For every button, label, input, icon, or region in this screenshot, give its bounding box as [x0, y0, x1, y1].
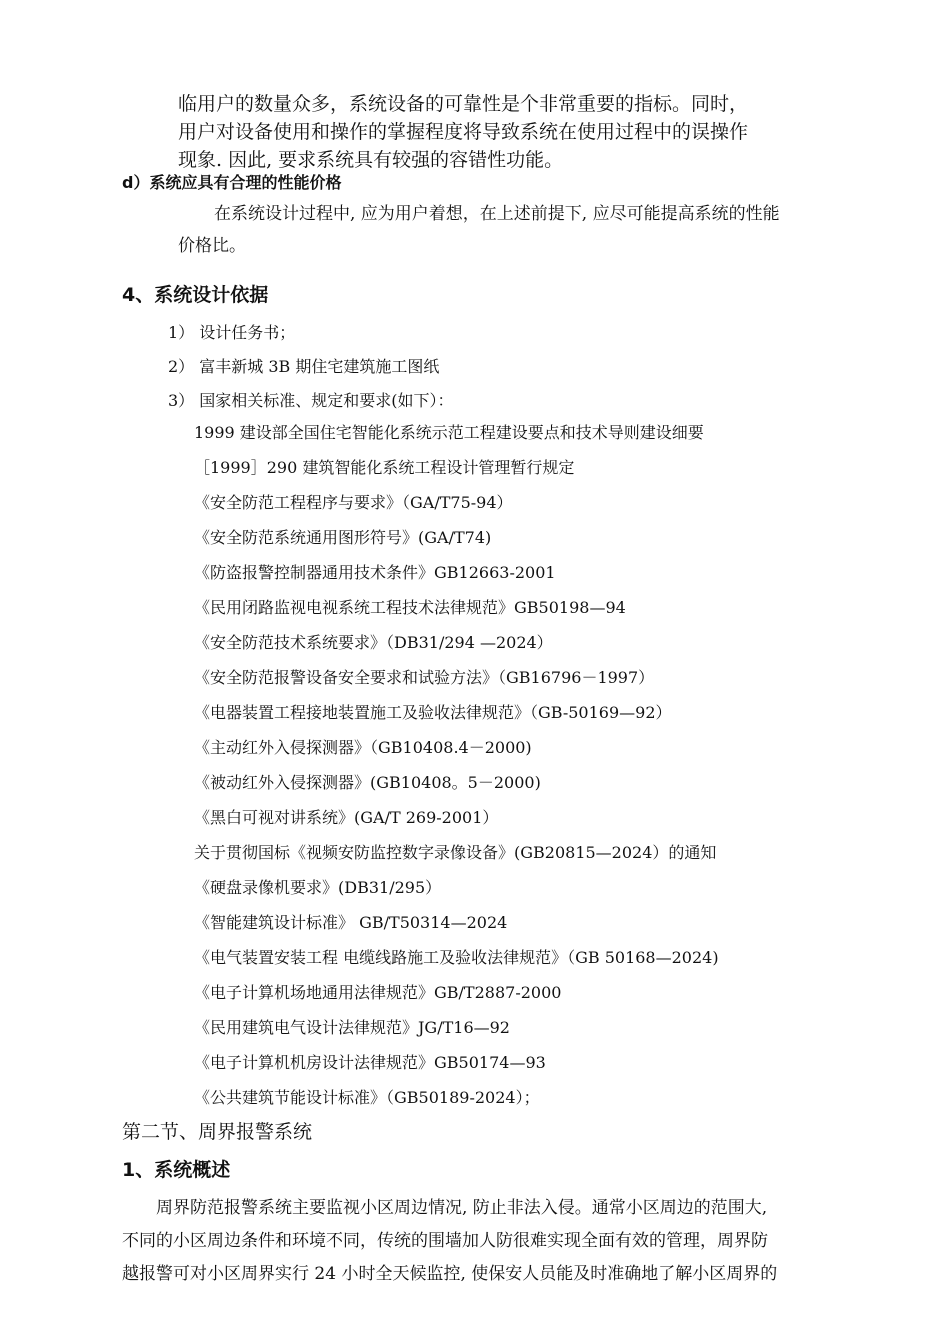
- paragraph-line: 周界防范报警系统主要监视小区周边情况, 防止非法入侵。通常小区周边的范围大,: [122, 1198, 768, 1218]
- reliability-paragraph: [178, 90, 748, 174]
- paragraph-line: 临用户的数量众多，系统设备的可靠性是个非常重要的指标。同时，: [178, 93, 749, 115]
- paragraph-line: 现象. 因此, 要求系统具有较强的容错性功能。: [178, 149, 564, 171]
- paragraph-line: 价格比。: [178, 236, 246, 256]
- standard-item: 《安全防范工程程序与要求》（GA/T75-94）: [194, 493, 513, 512]
- overview-paragraph: [122, 1192, 862, 1291]
- standard-item: 《硬盘录像机要求》(DB31/295）: [194, 878, 442, 897]
- heading-design-basis: 4、系统设计依据: [122, 284, 269, 306]
- standard-item: 《黑白可视对讲系统》(GA/T 269-2001）: [194, 808, 499, 827]
- standard-item: 《电子计算机机房设计法律规范》GB50174—93: [194, 1053, 546, 1072]
- standard-item: 《民用闭路监视电视系统工程技术法律规范》GB50198—94: [194, 598, 626, 617]
- price-performance-paragraph: [178, 198, 868, 262]
- paragraph-line: 在系统设计过程中, 应为用户着想，在上述前提下, 应尽可能提高系统的性能: [214, 204, 780, 224]
- standard-item: 《民用建筑电气设计法律规范》JG/T16—92: [194, 1018, 510, 1037]
- subheading-price-performance: d）系统应具有合理的性能价格: [122, 173, 342, 192]
- standard-item: 1999 建设部全国住宅智能化系统示范工程建设要点和技术导则建设细要: [194, 423, 704, 442]
- standard-item: 《安全防范系统通用图形符号》(GA/T74): [194, 528, 492, 547]
- standard-item: 《防盗报警控制器通用技术条件》GB12663-2001: [194, 563, 556, 582]
- standard-item: ［1999］290 建筑智能化系统工程设计管理暂行规定: [194, 458, 575, 477]
- basis-item: 1） 设计任务书；: [168, 323, 296, 342]
- standard-item: 《安全防范技术系统要求》（DB31/294 —2024）: [194, 633, 553, 652]
- paragraph-line: 不同的小区周边条件和环境不同，传统的围墙加人防很难实现全面有效的管理，周界防: [122, 1231, 768, 1251]
- standard-item: 《智能建筑设计标准》 GB/T50314—2024: [194, 913, 508, 932]
- standard-item: 《电器装置工程接地装置施工及验收法律规范》（GB-50169—92）: [194, 703, 672, 722]
- standard-item: 关于贯彻国标《视频安防监控数字录像设备》(GB20815—2024）的通知: [194, 843, 717, 862]
- standard-item: 《电气装置安装工程 电缆线路施工及验收法律规范》（GB 50168—2024): [194, 948, 719, 967]
- standard-item: 《主动红外入侵探测器》（GB10408.4－2000): [194, 738, 532, 757]
- heading-system-overview: 1、系统概述: [122, 1159, 231, 1181]
- paragraph-line: 越报警可对小区周界实行 24 小时全天候监控, 使保安人员能及时准确地了解小区周界的: [122, 1264, 778, 1284]
- standard-item: 《电子计算机场地通用法律规范》GB/T2887-2000: [194, 983, 562, 1002]
- paragraph-line: 用户对设备使用和操作的掌握程度将导致系统在使用过程中的误操作: [178, 121, 749, 143]
- standard-item: 《被动红外入侵探测器》(GB10408。5－2000): [194, 773, 541, 792]
- basis-item: 3） 国家相关标准、规定和要求(如下）：: [168, 391, 454, 410]
- standard-item: 《公共建筑节能设计标准》（GB50189-2024）；: [194, 1088, 540, 1107]
- section-title: 第二节、周界报警系统: [122, 1121, 313, 1143]
- standard-item: 《安全防范报警设备安全要求和试验方法》（GB16796－1997）: [194, 668, 655, 687]
- basis-item: 2） 富丰新城 3B 期住宅建筑施工图纸: [168, 357, 440, 376]
